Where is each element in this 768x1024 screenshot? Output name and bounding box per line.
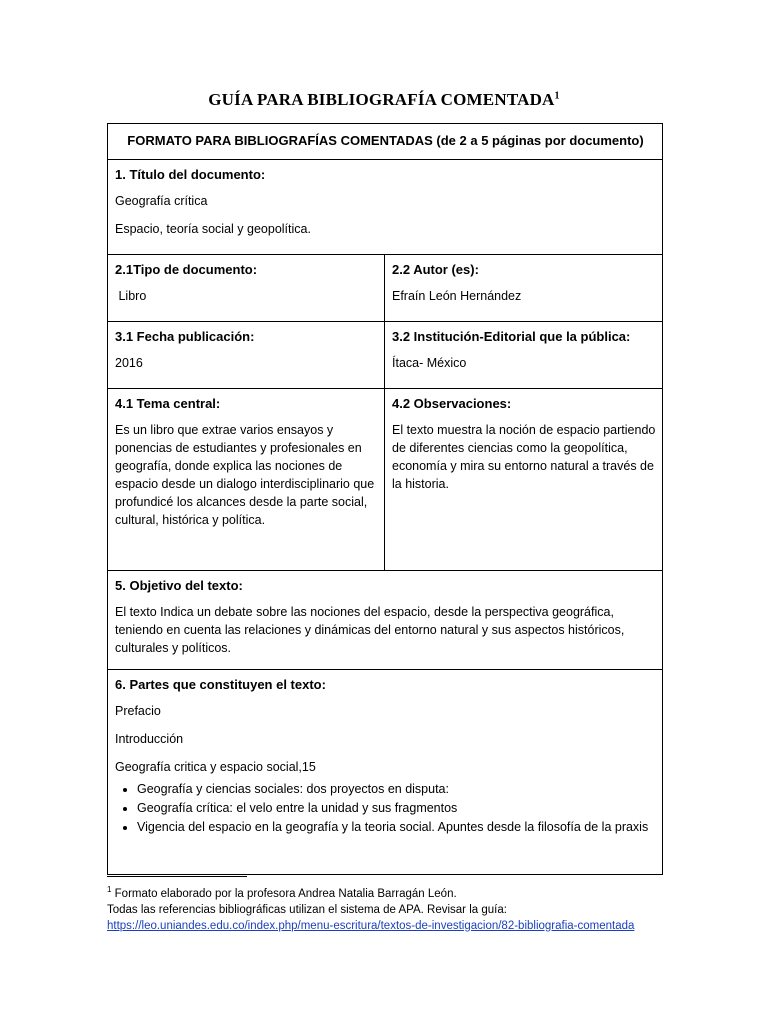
footnote-reference: 1 [554, 90, 560, 102]
central-theme-text: Es un libro que extrae varios ensayos y ponencias de estudiantes y profesionales en geografía, donde explica las nociones de espacio desde un dialogo interdisciplinario que profundicé los alcances desde la parte social, cultural, histórica y política. [115, 423, 375, 527]
section-label: 5. Objetivo del texto: [115, 578, 243, 593]
section-central-theme [108, 389, 385, 571]
section-label: 2.2 Autor (es): [392, 262, 479, 277]
table-header: FORMATO PARA BIBLIOGRAFÍAS COMENTADAS (de 2 a 5 páginas por documento) [108, 124, 663, 160]
section-label: 4.1 Tema central: [115, 396, 221, 411]
part-line: Introducción [115, 732, 184, 746]
document-title-text: GUÍA PARA BIBLIOGRAFÍA COMENTADA [208, 90, 555, 109]
section-text-objective [108, 571, 663, 670]
publication-date-value: 2016 [115, 356, 143, 370]
footnote-mark: 1 [107, 885, 112, 894]
footnote-credit: Formato elaborado por la profesora Andrea Natalia Barragán León. [111, 887, 457, 900]
document-title-value: Geografía crítica [115, 194, 208, 208]
section-author [385, 255, 663, 322]
footnote-link[interactable]: https://leo.uniandes.edu.co/index.php/menu-escritura/textos-de-investigacion/82-bibliografia-comentada [107, 919, 635, 932]
section-label: 6. Partes que constituyen el texto: [115, 677, 326, 692]
footnote-line-2: Todas las referencias bibliográficas utilizan el sistema de APA. Revisar la guía: [107, 903, 507, 916]
objective-text: El texto Indica un debate sobre las nociones del espacio, desde la perspectiva geográfica, teniendo en cuenta las relaciones y dinámicas del entorno natural y sus aspectos históricos, culturales y políticos. [115, 605, 625, 655]
publisher-value: Ítaca- México [392, 356, 467, 370]
section-document-title [108, 160, 663, 255]
section-label: 3.2 Institución-Editorial que la pública: [392, 329, 631, 344]
parts-bullet-list [115, 780, 656, 837]
list-item: • Geografía y ciencias sociales: dos proyectos en disputa: [137, 780, 656, 799]
footnote-separator [107, 876, 247, 877]
document-subtitle-value: Espacio, teoría social y geopolítica. [115, 222, 311, 236]
section-label: 2.1Tipo de documento: [115, 262, 258, 277]
section-observations [385, 389, 663, 571]
document-type-value: Libro [115, 289, 147, 303]
observations-text: El texto muestra la noción de espacio partiendo de diferentes ciencias como la geopolítica, economía y mira su entorno natural a través de la historia. [392, 423, 656, 491]
document-title [0, 90, 768, 110]
section-label: 3.1 Fecha publicación: [115, 329, 255, 344]
footnote-line-1 [107, 882, 667, 902]
list-item: • Geografía crítica: el velo entre la unidad y sus fragmentos [137, 799, 656, 818]
section-publisher [385, 322, 663, 389]
section-text-parts [108, 670, 663, 875]
section-label: 4.2 Observaciones: [392, 396, 512, 411]
author-value: Efraín León Hernández [392, 289, 522, 303]
part-line: Prefacio [115, 704, 161, 718]
section-document-type [108, 255, 385, 322]
list-item: • Vigencia del espacio en la geografía y la teoria social. Apuntes desde la filosofía de la praxis [137, 818, 656, 837]
section-publication-date [108, 322, 385, 389]
part-line: Geografía critica y espacio social,15 [115, 760, 316, 774]
bibliography-form-table [107, 123, 663, 875]
footnote [107, 882, 667, 934]
section-label: 1. Título del documento: [115, 167, 266, 182]
